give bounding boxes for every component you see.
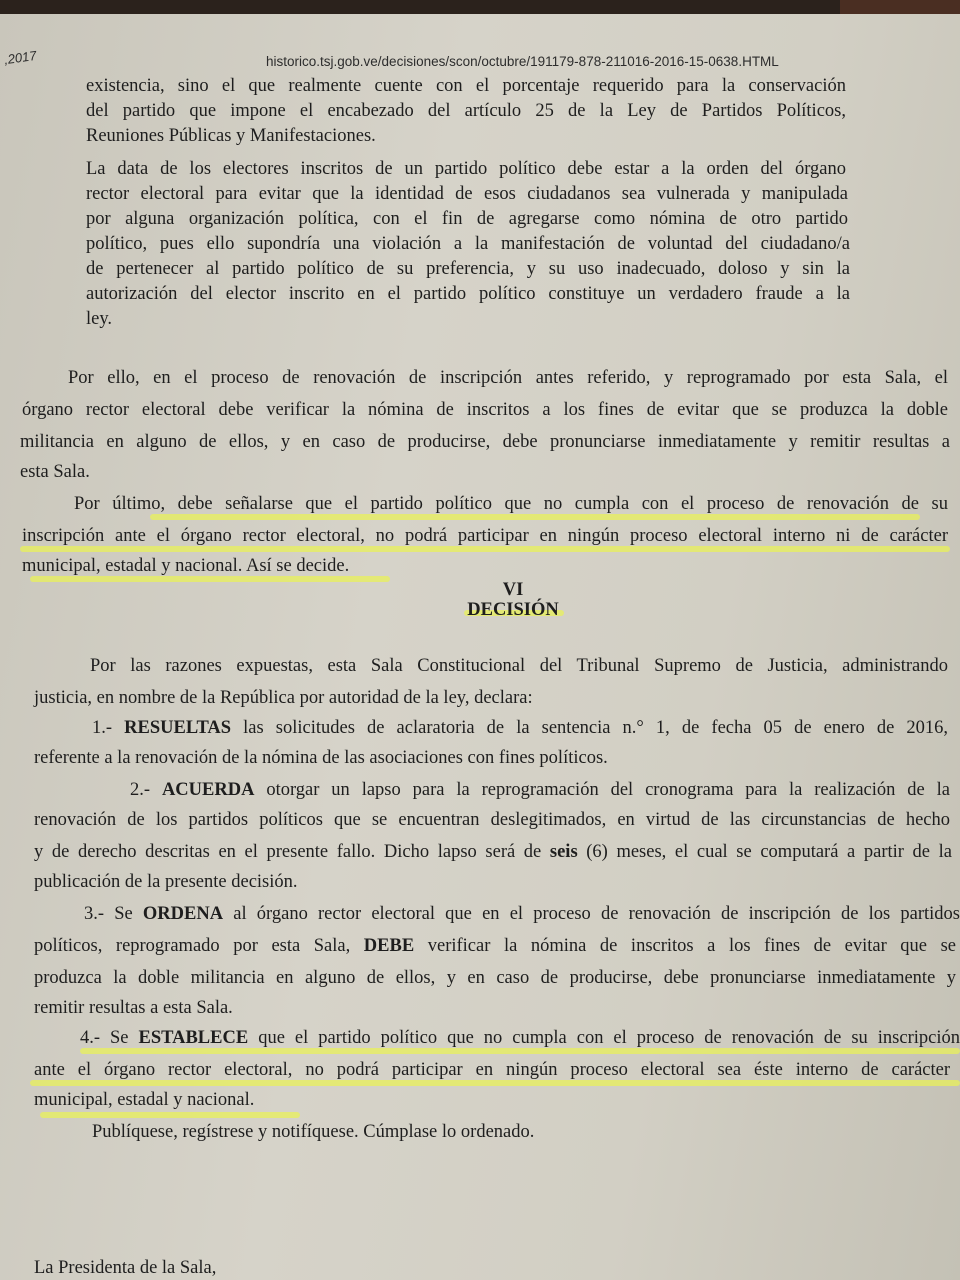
item3-text: políticos, reprogramado por esta Sala, [34,936,364,956]
para4-line1: Por último, debe señalarse que el partido político que no cumpla con el proceso de renovación de su [74,494,948,514]
item4-text: que el partido político que no cumpla con el proceso de renovación de su inscripción [248,1028,960,1048]
item2-keyword: ACUERDA [161,780,255,800]
item3-bold-text: DEBE [363,936,415,956]
para2-line3: por alguna organización política, con el fin de agregarse como nómina de otro partido [86,209,848,229]
background-edge [0,0,960,14]
header-date: ,2017 [3,47,38,68]
item4-line3: municipal, estadal y nacional. [34,1090,255,1110]
para3-line4: esta Sala. [20,462,90,482]
closing-text: Publíquese, regístrese y notifíquese. Cúmplase lo ordenado. [92,1122,535,1142]
item1-number: 1.- [92,718,125,738]
item2-line3 [34,840,952,865]
para3-line3: militancia en alguno de ellos, y en caso de producirse, debe pronunciarse inmediatamente y remitir resultas a [20,432,950,452]
item3-keyword: ORDENA [142,904,224,924]
item3-line2 [34,934,956,959]
item2-line1 [130,778,950,803]
header-url: historico.tsj.gob.ve/decisiones/scon/octubre/191179-878-211016-2016-15-0638.HTML [266,54,779,69]
item1-line1 [92,716,948,741]
document-page [0,14,960,1280]
para1-line3: Reuniones Públicas y Manifestaciones. [86,126,376,146]
item1-text: las solicitudes de aclaratoria de la sentencia n.° 1, de fecha 05 de enero de 2016, [231,718,948,738]
item3-line1 [84,902,960,927]
para4-line3: municipal, estadal y nacional. Así se decide. [22,556,350,576]
para1-line1: existencia, sino el que realmente cuente con el porcentaje requerido para la conservación [86,76,846,96]
item3-line3: produzca la doble militancia en alguno de ellos, y en caso de producirse, debe pronunciarse inmediatamente y [34,968,956,988]
item2-bold-text: seis [549,842,578,862]
item2-line2: renovación de los partidos políticos que se encuentran deslegitimados, en virtud de las circunstancias de hecho [34,810,950,830]
item1-line2: referente a la renovación de la nómina de las asociaciones con fines políticos. [34,748,608,768]
para2-line2: rector electoral para evitar que la identidad de esos ciudadanos sea vulnerada y manipulada [86,184,848,204]
item2-text: otorgar un lapso para la reprogramación del cronograma para la realización de la [254,780,950,800]
para2-line6: autorización del elector inscrito en el partido político constituye un verdadero fraude a la [86,284,850,304]
item2-text: (6) meses, el cual se computará a partir de la [577,842,952,862]
intro-line1: Por las razones expuestas, esta Sala Constitucional del Tribunal Supremo de Justicia, administrando [90,656,948,676]
item1-keyword: RESUELTAS [124,718,232,738]
item4-number: 4.- Se [80,1028,139,1048]
para3-line1: Por ello, en el proceso de renovación de inscripción antes referido, y reprogramado por esta Sala, el [68,368,948,388]
item3-line4: remitir resultas a esta Sala. [34,998,233,1018]
section-title: DECISIÓN [467,600,559,620]
section-number: VI [502,580,524,600]
signature-label: La Presidenta de la Sala, [34,1258,217,1278]
para4-line2: inscripción ante el órgano rector electoral, no podrá participar en ningún proceso electoral interno ni de carácter [22,526,948,546]
para2-line4: político, pues ello supondría una violación a la manifestación de voluntad del ciudadano/a [86,234,850,254]
item3-text: al órgano rector electoral que en el proceso de renovación de inscripción de los partidos [223,904,960,924]
item4-line2: ante el órgano rector electoral, no podrá participar en ningún proceso electoral sea éste interno de carácter [34,1060,950,1080]
item2-number: 2.- [130,780,162,800]
para1-line2: del partido que impone el encabezado del artículo 25 de la Ley de Partidos Políticos, [86,101,846,121]
item3-number: 3.- Se [84,904,143,924]
para2-line7: ley. [86,309,113,329]
para2-line5: de pertenecer al partido político de su preferencia, y su uso inadecuado, doloso y sin la [86,259,850,279]
intro-line2: justicia, en nombre de la República por autoridad de la ley, declara: [34,688,533,708]
para2-line1: La data de los electores inscritos de un partido político debe estar a la orden del órgano [86,159,846,179]
para3-line2: órgano rector electoral debe verificar la nómina de inscritos a los fines de evitar que se produzca la doble [22,400,948,420]
item3-text: verificar la nómina de inscritos a los fines de evitar que se [414,936,956,956]
item2-text: y de derecho descritas en el presente fallo. Dicho lapso será de [34,842,550,862]
item2-line4: publicación de la presente decisión. [34,872,298,892]
item4-line1 [80,1026,960,1051]
item4-keyword: ESTABLECE [138,1028,249,1048]
